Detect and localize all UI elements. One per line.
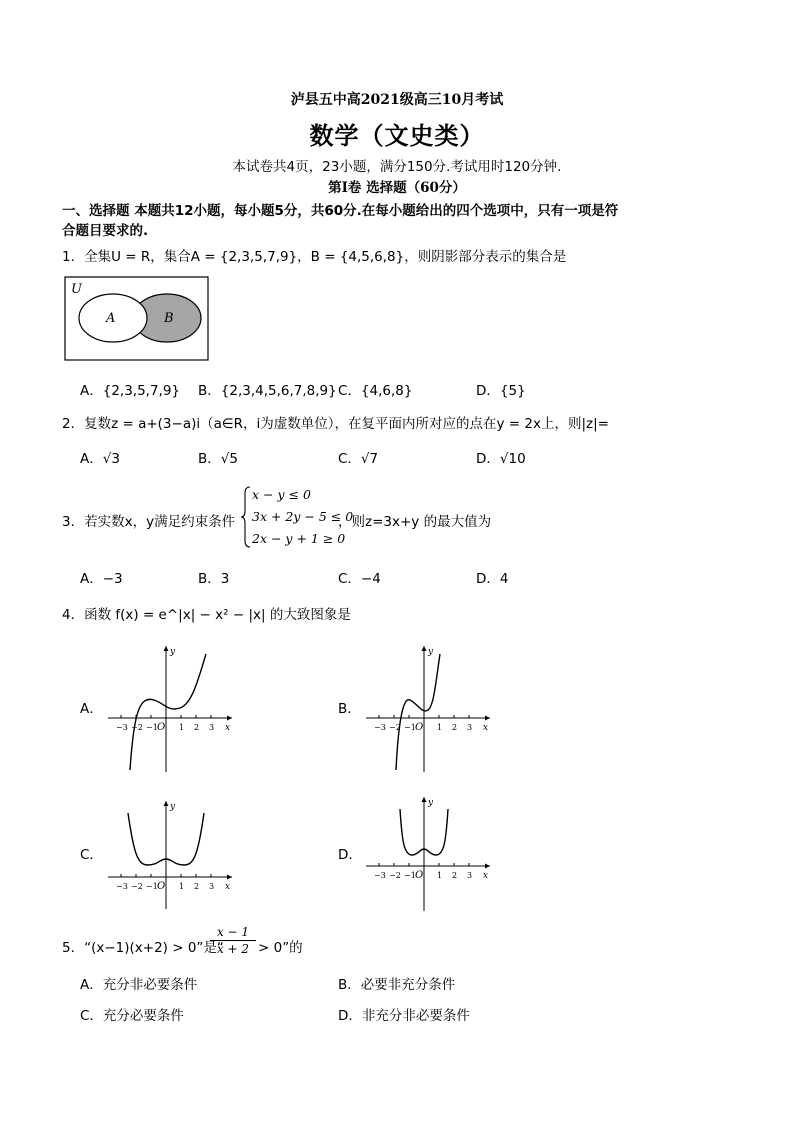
q1-option-b[interactable]: B．{2,3,4,5,6,7,8,9} [198,383,337,399]
q3-option-d[interactable]: D．4 [476,571,509,587]
svg-text:1: 1 [437,871,443,880]
q5-fraction-numerator: x − 1 [210,925,256,941]
svg-text:−1: −1 [404,723,416,732]
q2-option-c[interactable]: C．√7 [338,451,379,467]
venn-label-u: U [71,282,82,297]
q5-option-c[interactable]: C．充分必要条件 [80,1008,184,1024]
svg-text:−2: −2 [131,723,143,732]
q3-option-c[interactable]: C．−4 [338,571,381,587]
svg-text:2: 2 [194,882,200,891]
q2-option-d[interactable]: D．√10 [476,451,526,467]
question-4-stem: 4．函数 f(x) = e^|x| − x² − |x| 的大致图象是 [62,607,351,623]
q5-option-a[interactable]: A．充分非必要条件 [80,977,198,993]
q5-fraction-denominator: x + 2 [216,942,250,956]
svg-text:O: O [157,881,166,892]
svg-text:3: 3 [209,882,215,891]
constraint-3: 2x − y + 1 ≥ 0 [252,531,346,546]
subject-title: 数学（文史类） [309,121,485,150]
q4-graph-label-c[interactable]: C． [80,847,103,863]
svg-text:−1: −1 [404,871,416,880]
svg-text:3: 3 [209,723,215,732]
venn-label-b: B [164,311,174,326]
graph-c[interactable] [100,797,240,912]
question-2-stem: 2．复数z = a+(3−a)i（a∈R，i为虚数单位），在复平面内所对应的点在y = 2x上，则|z|= [62,416,609,432]
svg-text:3: 3 [467,723,473,732]
svg-text:−3: −3 [116,882,128,891]
q3-option-b[interactable]: B．3 [198,571,230,587]
svg-text:y: y [170,802,176,812]
svg-text:3: 3 [467,871,473,880]
part-title: 第I卷 选择题（60分） [328,180,466,196]
svg-text:−2: −2 [131,882,143,891]
q2-option-b[interactable]: B．√5 [198,451,238,467]
svg-text:−2: −2 [389,723,401,732]
svg-text:−3: −3 [116,723,128,732]
graph-a-curve [130,654,206,770]
q1-option-c[interactable]: C．{4,6,8} [338,383,413,399]
q4-graph-label-b[interactable]: B． [338,701,361,717]
graph-a[interactable] [100,640,240,775]
svg-text:2: 2 [194,723,200,732]
question-5-stem-pre: 5．“(x−1)(x+2) > 0”是“ [62,940,224,956]
graph-b-curve [396,654,443,770]
svg-text:2: 2 [452,871,458,880]
q5-option-b[interactable]: B．必要非充分条件 [338,977,456,993]
q1-option-d[interactable]: D．{5} [476,383,526,399]
svg-text:x: x [225,882,231,892]
constraint-brace [240,485,252,549]
school-title: 泸县五中高2021级高三10月考试 [290,92,504,108]
venn-label-a: A [106,311,116,326]
svg-text:−1: −1 [146,723,158,732]
svg-text:x: x [483,723,489,733]
svg-text:−2: −2 [389,871,401,880]
svg-text:−3: −3 [374,723,386,732]
venn-diagram [64,276,210,362]
q2-option-a[interactable]: A．√3 [80,451,120,467]
svg-text:x: x [483,871,489,881]
section-instructions-line2: 合题目要求的. [62,223,149,239]
svg-text:x: x [225,723,231,733]
graph-d[interactable] [358,793,498,913]
q5-fraction [210,925,256,956]
constraint-2: 3x + 2y − 5 ≤ 0 [252,509,354,524]
section-instructions-line1: 一、选择题 本题共12小题，每小题5分，共60分.在每小题给出的四个选项中，只有一项是符 [62,203,619,219]
svg-text:−3: −3 [374,871,386,880]
q3-option-a[interactable]: A．−3 [80,571,123,587]
graph-b[interactable] [358,640,498,775]
question-3-stem-pre: 3．若实数x，y满足约束条件 [62,514,236,530]
constraint-1: x − y ≤ 0 [252,487,311,502]
svg-text:O: O [415,722,424,733]
svg-text:O: O [157,722,166,733]
svg-text:1: 1 [179,723,185,732]
svg-text:2: 2 [452,723,458,732]
graph-c-axes [108,801,232,909]
svg-text:O: O [415,870,424,881]
svg-text:−1: −1 [146,882,158,891]
svg-text:y: y [428,647,434,657]
question-3-stem-post: ，则z=3x+y 的最大值为 [338,514,492,530]
question-1-stem: 1．全集U = R，集合A = {2,3,5,7,9}，B = {4,5,6,8}，则阴影部分表示的集合是 [62,249,567,265]
svg-text:1: 1 [437,723,443,732]
exam-info: 本试卷共4页，23小题，满分150分.考试用时120分钟. [232,159,562,175]
q1-option-a[interactable]: A．{2,3,5,7,9} [80,383,181,399]
svg-text:1: 1 [179,882,185,891]
q4-graph-label-a[interactable]: A． [80,701,103,717]
graph-d-axes [366,797,490,911]
question-5-stem-post: > 0”的 [258,940,303,956]
q5-option-d[interactable]: D．非充分非必要条件 [338,1008,470,1024]
graph-b-axes [366,646,490,772]
q4-graph-label-d[interactable]: D． [338,847,362,863]
svg-text:y: y [170,647,176,657]
svg-text:y: y [428,798,434,808]
